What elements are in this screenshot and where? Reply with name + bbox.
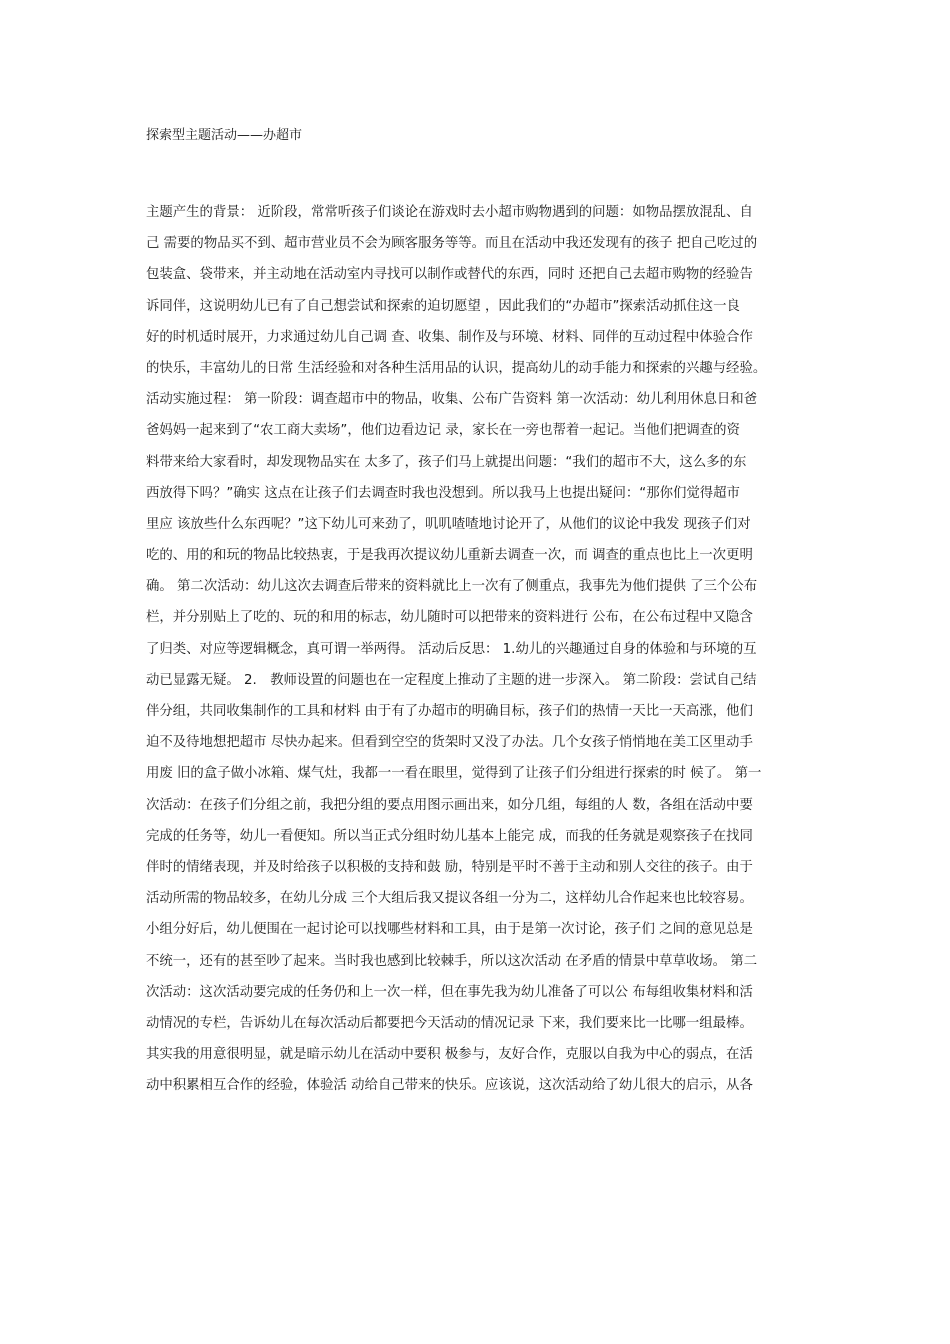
- body-line: 包装盒、袋带来，并主动地在活动室内寻找可以制作或替代的东西，同时 还把自己去超市购物的经验告: [146, 267, 753, 283]
- body-line: 确。 第二次活动：幼儿这次去调查后带来的资料就比上一次有了侧重点，我事先为他们提供 了三个公布: [146, 579, 758, 595]
- body-line: 爸妈妈一起来到了“农工商大卖场”，他们边看边记 录，家长在一旁也帮着一起记。当他们把调查的资: [146, 423, 740, 439]
- body-line: 吃的、用的和玩的物品比较热衷，于是我再次提议幼儿重新去调查一次，而 调查的重点也比上一次更明: [146, 548, 753, 564]
- document-body: [146, 197, 806, 1101]
- body-line: 活动所需的物品较多，在幼儿分成 三个大组后我又提议各组一分为二，这样幼儿合作起来也比较容易。: [146, 891, 753, 907]
- body-line: 活动实施过程： 第一阶段：调查超市中的物品，收集、公布广告资料 第一次活动：幼儿利用休息日和爸: [146, 392, 758, 408]
- body-line: 西放得下吗？”确实 这点在让孩子们去调查时我也没想到。所以我马上也提出疑问：“那你们觉得超市: [146, 485, 740, 501]
- body-line: 伴时的情绪表现，并及时给孩子以积极的支持和鼓 励，特别是平时不善于主动和别人交往的孩子。由于: [146, 859, 753, 875]
- body-line: 迫不及待地想把超市 尽快办起来。但看到空空的货架时又没了办法。几个女孩子悄悄地在美工区里动手: [146, 735, 753, 751]
- body-line: 伴分组，共同收集制作的工具和材料 由于有了办超市的明确目标，孩子们的热情一天比一天高涨，他们: [146, 704, 753, 719]
- body-line: 用废 旧的盒子做小冰箱、煤气灶，我都一一看在眼里，觉得到了让孩子们分组进行探索的时 候了。 第一: [146, 766, 762, 782]
- body-line: 了归类、对应等逻辑概念，真可谓一举两得。 活动后反思： 1.幼儿的兴趣通过自身的体验和与环境的互: [146, 641, 757, 657]
- body-line: 动中积累相互合作的经验，体验活 动给自己带来的快乐。应该说，这次活动给了幼儿很大的启示，从各: [146, 1078, 753, 1094]
- body-line: 诉同伴，这说明幼儿已有了自己想尝试和探索的迫切愿望 ，因此我们的“办超市”探索活动抓住这一良: [146, 298, 740, 314]
- body-line: 动情况的专栏，告诉幼儿在每次活动后都要把今天活动的情况记录 下来，我们要来比一比哪一组最棒。: [146, 1015, 753, 1031]
- body-line: 料带来给大家看时，却发现物品实在 太多了，孩子们马上就提出问题：“我们的超市不大，这么多的东: [146, 454, 747, 470]
- body-line: 好的时机适时展开，力求通过幼儿自己调 查、收集、制作及与环境、材料、同伴的互动过程中体验合作: [146, 329, 753, 345]
- body-line: 次活动：在孩子们分组之前，我把分组的要点用图示画出来，如分几组，每组的人 数，各组在活动中要: [146, 797, 753, 813]
- body-line: 小组分好后，幼儿便围在一起讨论可以找哪些材料和工具，由于是第一次讨论，孩子们 之间的意见总是: [146, 922, 753, 938]
- body-line: 的快乐，丰富幼儿的日常 生活经验和对各种生活用品的认识，提高幼儿的动手能力和探索的兴趣与经验。: [146, 360, 767, 376]
- body-line: 次活动：这次活动要完成的任务仍和上一次一样，但在事先我为幼儿准备了可以公 布每组收集材料和活: [146, 984, 753, 1000]
- body-line: 里应 该放些什么东西呢？”这下幼儿可来劲了，叽叽喳喳地讨论开了，从他们的议论中我发 现孩子们对: [146, 516, 751, 532]
- body-line: 其实我的用意很明显，就是暗示幼儿在活动中要积 极参与，友好合作，克服以自我为中心的弱点，在活: [146, 1047, 753, 1063]
- body-line: 不统一，还有的甚至吵了起来。当时我也感到比较棘手，所以这次活动 在矛盾的情景中草草收场。 第二: [146, 953, 758, 969]
- body-line: 完成的任务等，幼儿一看便知。所以当正式分组时幼儿基本上能完 成，而我的任务就是观察孩子在找同: [146, 828, 753, 844]
- body-line: 己 需要的物品买不到、超市营业员不会为顾客服务等等。而且在活动中我还发现有的孩子 把自己吃过的: [146, 236, 758, 252]
- body-line: 主题产生的背景： 近阶段，常常听孩子们谈论在游戏时去小超市购物遇到的问题：如物品摆放混乱、自: [146, 205, 753, 220]
- body-line: 栏，并分别贴上了吃的、玩的和用的标志，幼儿随时可以把带来的资料进行 公布，在公布过程中又隐含: [146, 610, 753, 626]
- document-title: 探索型主题活动——办超市: [146, 128, 303, 143]
- body-line: 动已显露无疑。 2. 教师设置的问题也在一定程度上推动了主题的进一步深入。 第二阶段：尝试自己结: [146, 672, 757, 688]
